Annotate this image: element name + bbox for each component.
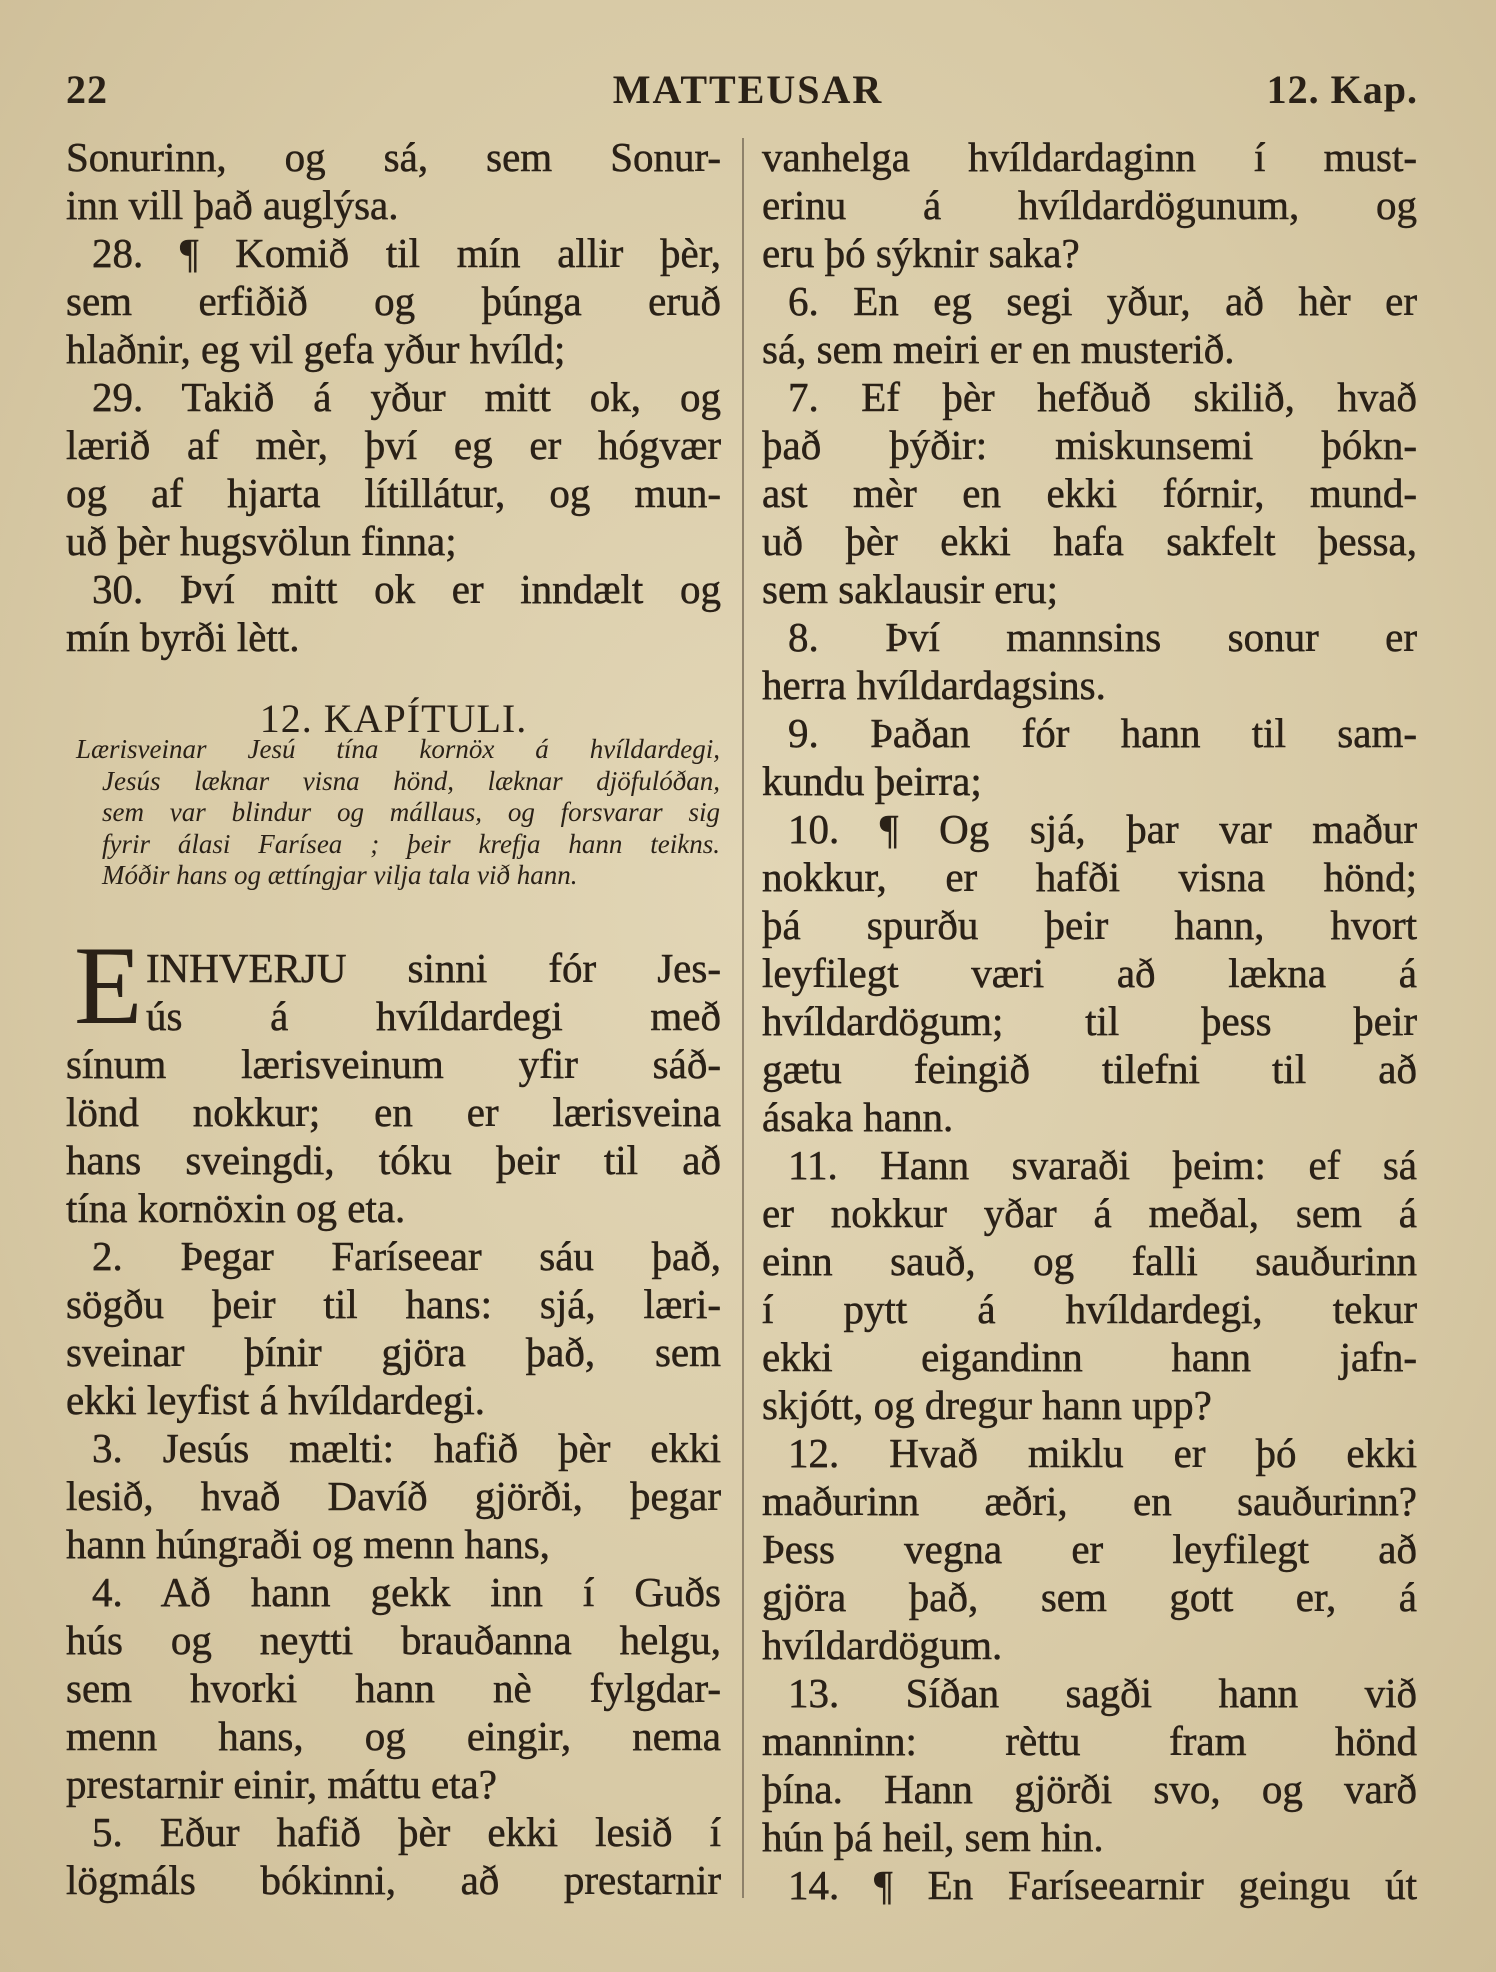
right-column-text <box>762 133 1417 1909</box>
chapter-reference: 12. Kap. <box>1266 67 1418 112</box>
text-line: lærið af mèr, því eg er hógvær <box>66 422 721 468</box>
text-line: Sonurinn, og sá, sem Sonur- <box>66 134 721 180</box>
text-line: 3. Jesús mælti: hafið þèr ekki <box>92 1425 721 1471</box>
text-line: 7. Ef þèr hefðuð skilið, hvað <box>788 374 1417 420</box>
text-line: 9. Þaðan fór hann til sam- <box>788 710 1417 756</box>
text-line: skjótt, og dregur hann upp? <box>762 1382 1212 1428</box>
text-line: hún þá heil, sem hin. <box>762 1814 1104 1860</box>
text-line: hús og neytti brauðanna helgu, <box>66 1617 721 1663</box>
text-line: uð þèr ekki hafa sakfelt þessa, <box>762 518 1417 564</box>
text-line: 28. ¶ Komið til mín allir þèr, <box>92 230 721 276</box>
text-line: ast mèr en ekki fórnir, mund- <box>762 470 1417 516</box>
text-line: prestarnir einir, máttu eta? <box>66 1761 497 1807</box>
text-line: 29. Takið á yður mitt ok, og <box>92 374 721 420</box>
text-line: 2. Þegar Faríseear sáu það, <box>92 1233 721 1279</box>
text-line: manninn: rèttu fram hönd <box>762 1718 1417 1764</box>
text-line: menn hans, og eingir, nema <box>66 1713 721 1759</box>
text-line: hlaðnir, eg vil gefa yður hvíld; <box>66 326 566 372</box>
text-line: lesið, hvað Davíð gjörði, þegar <box>66 1473 721 1519</box>
text-line: sögðu þeir til hans: sjá, læri- <box>66 1281 721 1327</box>
page-number: 22 <box>66 67 108 112</box>
text-line: 6. En eg segi yður, að hèr er <box>788 278 1417 324</box>
text-line: sá, sem meiri er en musterið. <box>762 326 1235 372</box>
text-line: þína. Hann gjörði svo, og varð <box>762 1766 1417 1812</box>
text-line: sem erfiðið og þúnga eruð <box>66 278 721 324</box>
text-line: eru þó sýknir saka? <box>762 230 1080 276</box>
text-line: herra hvíldardagsins. <box>762 662 1106 708</box>
text-line: vanhelga hvíldardaginn í must- <box>762 134 1417 180</box>
text-line: uð þèr hugsvölun finna; <box>66 518 457 564</box>
text-line: 13. Síðan sagði hann við <box>788 1670 1417 1716</box>
text-line: kundu þeirra; <box>762 758 982 804</box>
text-line: það þýðir: miskunsemi þókn- <box>762 422 1417 468</box>
text-line: sveinar þínir gjöra það, sem <box>66 1329 721 1375</box>
text-line: Þess vegna er leyfilegt að <box>762 1526 1417 1572</box>
text-line: 14. ¶ En Faríseearnir geingu út <box>788 1862 1417 1908</box>
text-line: 10. ¶ Og sjá, þar var maður <box>788 806 1417 852</box>
summary-line: sem var blindur og mállaus, og forsvarar sig <box>102 797 720 827</box>
text-line: leyfilegt væri að lækna á <box>762 950 1417 996</box>
summary-line: fyrir álasi Farísea ; þeir krefja hann teikns. <box>102 828 720 859</box>
column-divider <box>742 138 744 1898</box>
summary-line: Jesús læknar visna hönd, læknar djöfulóðan, <box>102 765 720 796</box>
left-column-body-text <box>66 944 721 1904</box>
text-line: hvíldardögum. <box>762 1622 1003 1668</box>
text-line: 5. Eður hafið þèr ekki lesið í <box>92 1809 721 1855</box>
text-line: nokkur, er hafði visna hönd; <box>762 854 1417 900</box>
text-line: og af hjarta lítillátur, og mun- <box>66 470 721 516</box>
text-line: gætu feingið tilefni til að <box>762 1046 1417 1092</box>
summary-line: Móðir hans og ættíngjar vilja tala við hann. <box>102 860 578 890</box>
drop-cap: E <box>74 924 143 1048</box>
text-line: sem saklausir eru; <box>762 566 1059 612</box>
chapter-summary <box>76 734 720 892</box>
text-line: lönd nokkur; en er lærisveina <box>66 1089 721 1135</box>
text-line: tína kornöxin og eta. <box>66 1185 406 1231</box>
text-line: sem hvorki hann nè fylgdar- <box>66 1665 721 1711</box>
text-line: hans sveingdi, tóku þeir til að <box>66 1137 721 1183</box>
chapter-heading: 12. KAPÍTULI. <box>259 696 528 741</box>
text-line: lögmáls bókinni, að prestarnir <box>66 1857 721 1903</box>
text-line: gjöra það, sem gott er, á <box>762 1574 1417 1620</box>
text-line: í pytt á hvíldardegi, tekur <box>762 1286 1417 1332</box>
text-line: ekki eigandinn hann jafn- <box>762 1334 1417 1380</box>
summary-line: Lærisveinar Jesú tína kornöx á hvíldardegi, <box>76 734 720 764</box>
text-line: 30. Því mitt ok er inndælt og <box>92 566 721 612</box>
text-line: INHVERJU sinni fór Jes- <box>146 945 721 991</box>
text-line: maðurinn æðri, en sauðurinn? <box>762 1478 1417 1524</box>
text-line: hann húngraði og menn hans, <box>66 1521 550 1567</box>
text-line: 12. Hvað miklu er þó ekki <box>788 1430 1417 1476</box>
text-line: 11. Hann svaraði þeim: ef sá <box>788 1142 1417 1188</box>
text-line: ús á hvíldardegi með <box>146 993 721 1039</box>
text-line: 4. Að hann gekk inn í Guðs <box>92 1569 721 1615</box>
text-line: þá spurðu þeir hann, hvort <box>762 902 1417 948</box>
text-line: 8. Því mannsins sonur er <box>788 614 1417 660</box>
text-line: einn sauð, og falli sauðurinn <box>762 1238 1417 1284</box>
text-line: erinu á hvíldardögunum, og <box>762 182 1417 228</box>
text-line: ekki leyfist á hvíldardegi. <box>66 1377 485 1423</box>
text-line: mín byrði lètt. <box>66 614 300 660</box>
running-title: MATTEUSAR <box>612 67 884 112</box>
text-line: hvíldardögum; til þess þeir <box>762 998 1417 1044</box>
text-line: inn vill það auglýsa. <box>66 182 399 228</box>
text-line: ásaka hann. <box>762 1094 954 1140</box>
text-line: sínum lærisveinum yfir sáð- <box>66 1041 721 1087</box>
left-column-top-text <box>66 133 721 661</box>
text-line: er nokkur yðar á meðal, sem á <box>762 1190 1417 1236</box>
